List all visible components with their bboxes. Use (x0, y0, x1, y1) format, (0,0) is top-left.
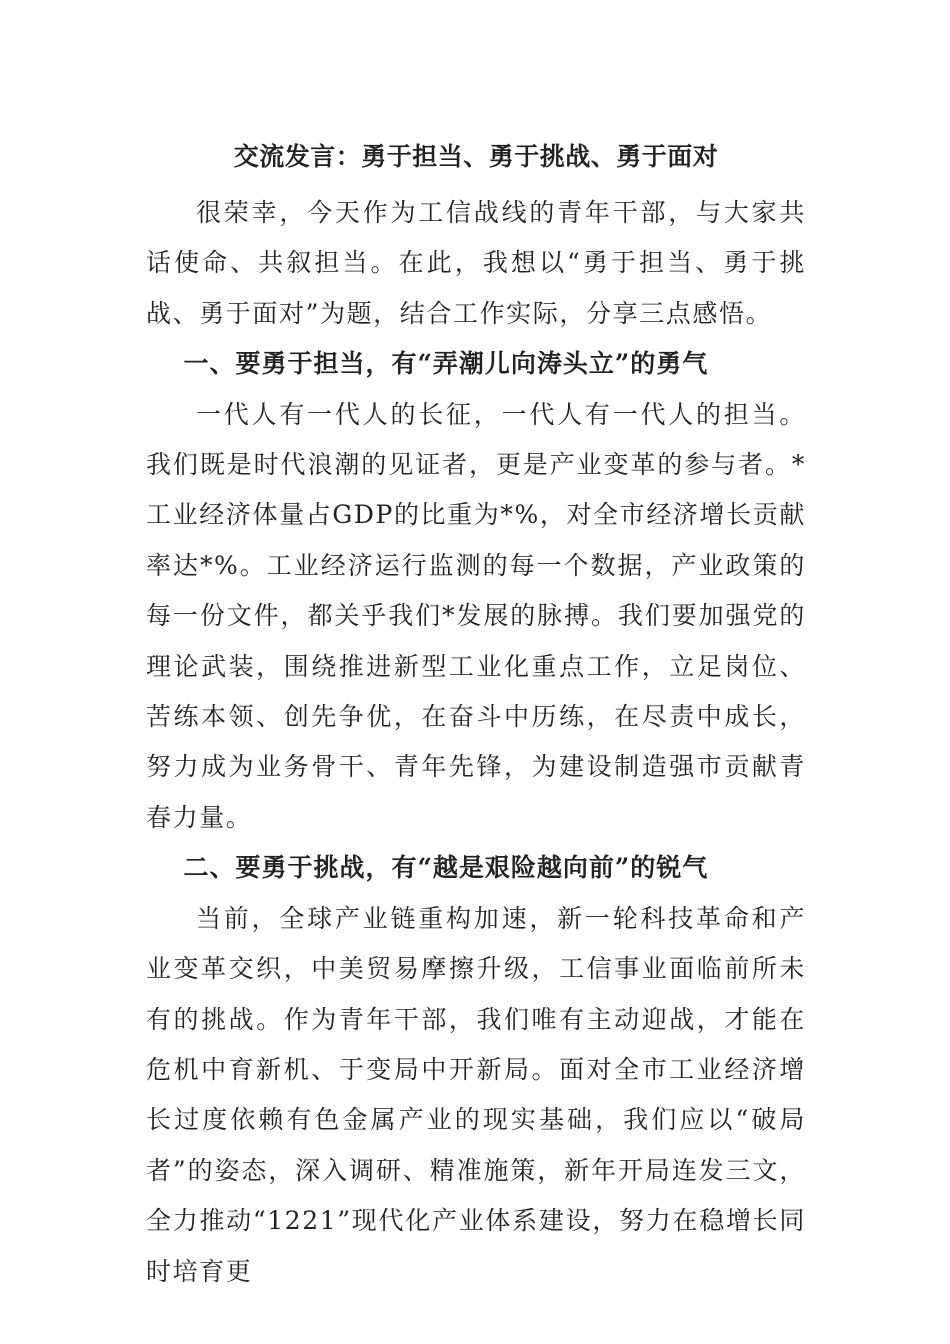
section-2-heading: 二、要勇于挑战，有“越是艰险越向前”的锐气 (183, 853, 709, 883)
document-body (146, 132, 806, 1297)
section-1-paragraph: 一代人有一代人的长征，一代人有一代人的担当。我们既是时代浪潮的见证者，更是产业变革的参与者。*工业经济体量占GDP的比重为*%，对全市经济增长贡献率达*%。工业经济运行监测的每一个数据，产业政策的每一份文件，都关乎我们*发展的脉搏。我们要加强党的理论武装，围绕推进新型工业化重点工作，立足岗位、苦练本领、创先争优，在奋斗中历练，在尽责中成长，努力成为业务骨干、青年先锋，为建设制造强市贡献青春力量。 (146, 399, 806, 832)
section-2-paragraph: 当前，全球产业链重构加速，新一轮科技革命和产业变革交织，中美贸易摩擦升级，工信事业面临前所未有的挑战。作为青年干部，我们唯有主动迎战，才能在危机中育新机、于变局中开新局。面对全市工业经济增长过度依赖有色金属产业的现实基础，我们应以“破局者”的姿态，深入调研、精准施策，新年开局连发三文，全力推动“1221”现代化产业体系建设，努力在稳增长同时培育更 (146, 903, 806, 1286)
intro-paragraph: 很荣幸，今天作为工信战线的青年干部，与大家共话使命、共叙担当。在此，我想以“勇于担当、勇于挑战、勇于面对”为题，结合工作实际，分享三点感悟。 (146, 198, 806, 328)
document-title: 交流发言：勇于担当、勇于挑战、勇于面对 (233, 142, 719, 171)
section-1-heading: 一、要勇于担当，有“弄潮儿向涛头立”的勇气 (183, 349, 709, 379)
